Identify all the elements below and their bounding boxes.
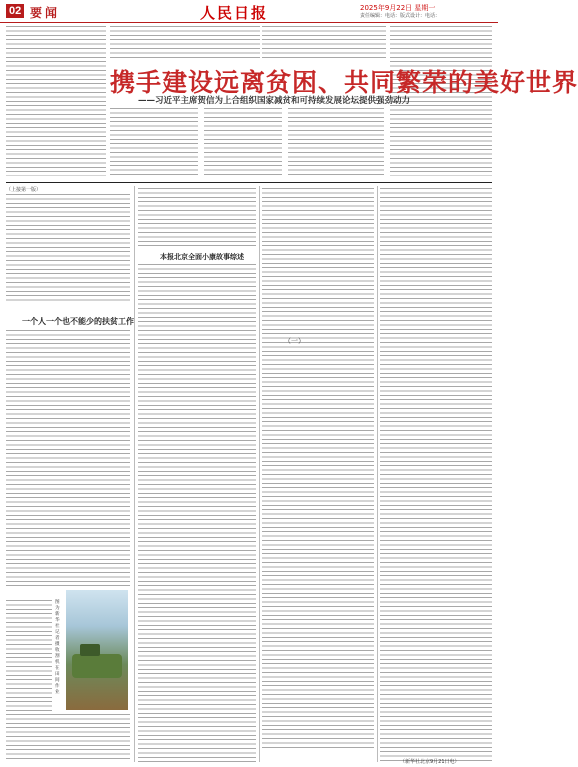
page-number: 02 bbox=[6, 4, 24, 18]
lead-text-under-3 bbox=[288, 108, 384, 176]
photo-caption: 图为 新华社记者摄 收割机在田间作业 bbox=[55, 600, 60, 695]
lead-text-mid bbox=[110, 26, 260, 61]
body-col-2b bbox=[138, 264, 256, 762]
lead-text-left bbox=[6, 26, 106, 176]
column-divider-2 bbox=[259, 186, 260, 762]
harvest-photo bbox=[66, 590, 128, 710]
body-col-1b bbox=[6, 330, 130, 588]
body-col-2 bbox=[138, 188, 256, 248]
body-col-1 bbox=[6, 194, 130, 304]
headline-subtitle: ——习近平主席贺信为上合组织国家减贫和可持续发展论坛提供强劲动力 bbox=[138, 96, 411, 106]
page-header bbox=[0, 0, 498, 23]
serial-marker-1: （一） bbox=[284, 337, 305, 345]
dateline-footer: （新华社北京9月21日电） bbox=[400, 759, 460, 765]
body-col-3 bbox=[262, 188, 374, 750]
headline-title: 携手建设远离贫困、共同繁荣的美好世界 bbox=[110, 68, 578, 97]
lead-text-under-2 bbox=[204, 108, 282, 176]
continued-label: （上接第一版） bbox=[6, 187, 42, 193]
column-divider-1 bbox=[134, 186, 135, 762]
body-col-1d bbox=[6, 714, 130, 762]
section-rule bbox=[6, 182, 492, 183]
editor-contacts: 责任编辑：电话：版式设计：电话： bbox=[360, 13, 441, 19]
issue-date: 2025年9月22日 星期一 bbox=[360, 4, 436, 12]
body-col-4 bbox=[380, 188, 492, 762]
lead-text-mid2 bbox=[262, 26, 386, 61]
harvester-graphic bbox=[72, 654, 122, 678]
lead-text-under-1 bbox=[110, 108, 198, 176]
column-heading-1: 一个人一个也不能少的扶贫工作 bbox=[22, 317, 134, 326]
section-name: 要闻 bbox=[30, 6, 61, 20]
column-heading-2: 本报北京全面小康故事综述 bbox=[160, 253, 244, 261]
column-divider-3 bbox=[377, 186, 378, 762]
masthead-logo: 人民日报 bbox=[200, 4, 269, 22]
